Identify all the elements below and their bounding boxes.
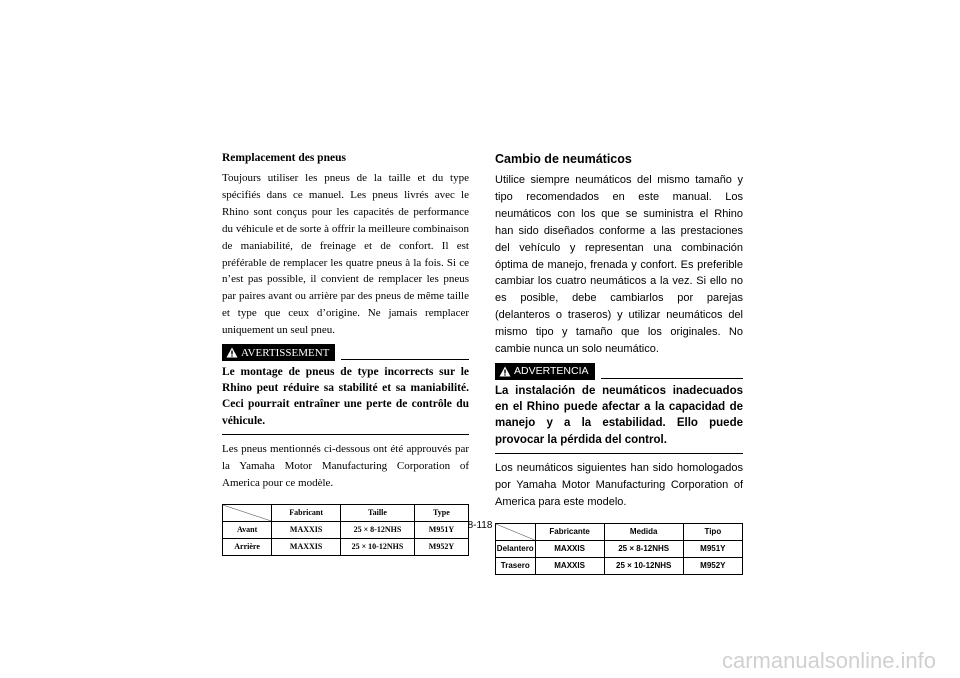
french-paragraph-1: Toujours utiliser les pneus de la taille et du type spécifiés dans ce manuel. Les pneus livrés avec le Rhino sont conçus pour les capacités de performance du véhicule et de sorte à offrir la meilleure combinaison de maniabilité, de freinage et de confort. Il est préférable de remplacer les quatre pneus à la fois. Si ce n’est pas possible, il convient de remplacer les pneus par paires avant ou arrière par des pneus de même taille et type que ceux d’origine. Ne jamais remplacer uniquement un seul pneu.	[222, 172, 469, 337]
spanish-column	[495, 152, 743, 575]
spanish-warning-text: La instalación de neumáticos inadecuados en el Rhino puede afectar a la capacidad de manejo y a la estabilidad. Ello puede provocar la pérdida del control.	[495, 384, 743, 446]
spanish-warning-bar	[495, 363, 743, 380]
spanish-paragraph-1: Utilice siempre neumáticos del mismo tamaño y tipo recomendados en este manual. Los neumáticos con los que se suministra el Rhino han sido diseñados conforme a las prestaciones del vehículo y representan una combinación óptima de manejo, frenada y confort. Es preferible cambiar los cuatro neumáticos a la vez. Si ello no es posible, debe cambiarlos por parejas (delanteros o traseros) y utilizar neumáticos del mismo tipo y tamaño que los originales. No cambie nunca un solo neumático.	[495, 174, 743, 356]
table-cell: MAXXIS	[535, 557, 604, 574]
table-header: Taille	[341, 504, 415, 521]
french-warning-label: AVERTISSEMENT	[241, 346, 330, 359]
table-cell: 25 × 10-12NHS	[604, 557, 683, 574]
table-header: Fabricant	[272, 504, 341, 521]
table-row	[496, 557, 743, 574]
table-cell: Avant	[223, 521, 272, 538]
table-header: Type	[414, 504, 468, 521]
table-row	[496, 540, 743, 557]
table-row	[223, 538, 469, 555]
table-header: Fabricante	[535, 523, 604, 540]
spanish-heading: Cambio de neumáticos	[495, 152, 632, 166]
spanish-warning-rule	[601, 378, 744, 379]
warning-triangle-icon	[226, 347, 238, 358]
french-paragraph-2: Les pneus mentionnés ci-dessous ont été approuvés par la Yamaha Motor Manufacturing Corporation of America pour ce modèle.	[222, 442, 469, 489]
french-tire-table	[222, 504, 469, 556]
table-header-row	[496, 523, 743, 540]
table-header-row	[223, 504, 469, 521]
french-warning-badge	[222, 344, 335, 361]
french-warning-end-rule	[222, 434, 469, 435]
spanish-warning-label: ADVERTENCIA	[514, 365, 589, 378]
table-header: Medida	[604, 523, 683, 540]
table-cell: M952Y	[414, 538, 468, 555]
table-cell: MAXXIS	[272, 521, 341, 538]
warning-triangle-icon	[499, 366, 511, 377]
table-cell: 25 × 8-12NHS	[341, 521, 415, 538]
watermark: carmanualsonline.info	[722, 648, 937, 673]
spanish-warning-badge	[495, 363, 595, 380]
french-column	[222, 152, 469, 556]
french-warning-rule	[341, 359, 469, 360]
table-cell: Delantero	[496, 540, 536, 557]
spanish-paragraph-2: Los neumáticos siguientes han sido homologados por Yamaha Motor Manufacturing Corporation of America para este modelo.	[495, 461, 743, 508]
table-header: Tipo	[683, 523, 742, 540]
table-cell: Arrière	[223, 538, 272, 555]
table-cell: M951Y	[414, 521, 468, 538]
table-cell: MAXXIS	[272, 538, 341, 555]
page-number: 8-118	[467, 520, 493, 531]
table-row	[223, 521, 469, 538]
table-corner-cell	[223, 504, 272, 521]
table-cell: Trasero	[496, 557, 536, 574]
table-cell: MAXXIS	[535, 540, 604, 557]
table-cell: 25 × 10-12NHS	[341, 538, 415, 555]
table-corner-cell	[496, 523, 536, 540]
spanish-tire-table	[495, 523, 743, 575]
table-cell: M951Y	[683, 540, 742, 557]
french-warning-text: Le montage de pneus de type incorrects sur le Rhino peut réduire sa stabilité et sa maniabilité. Ceci pourrait entraîner une perte de contrôle du véhicule.	[222, 366, 469, 427]
french-heading: Remplacement des pneus	[222, 152, 346, 164]
table-cell: 25 × 8-12NHS	[604, 540, 683, 557]
spanish-warning-end-rule	[495, 453, 743, 454]
table-cell: M952Y	[683, 557, 742, 574]
french-warning-bar	[222, 344, 469, 361]
